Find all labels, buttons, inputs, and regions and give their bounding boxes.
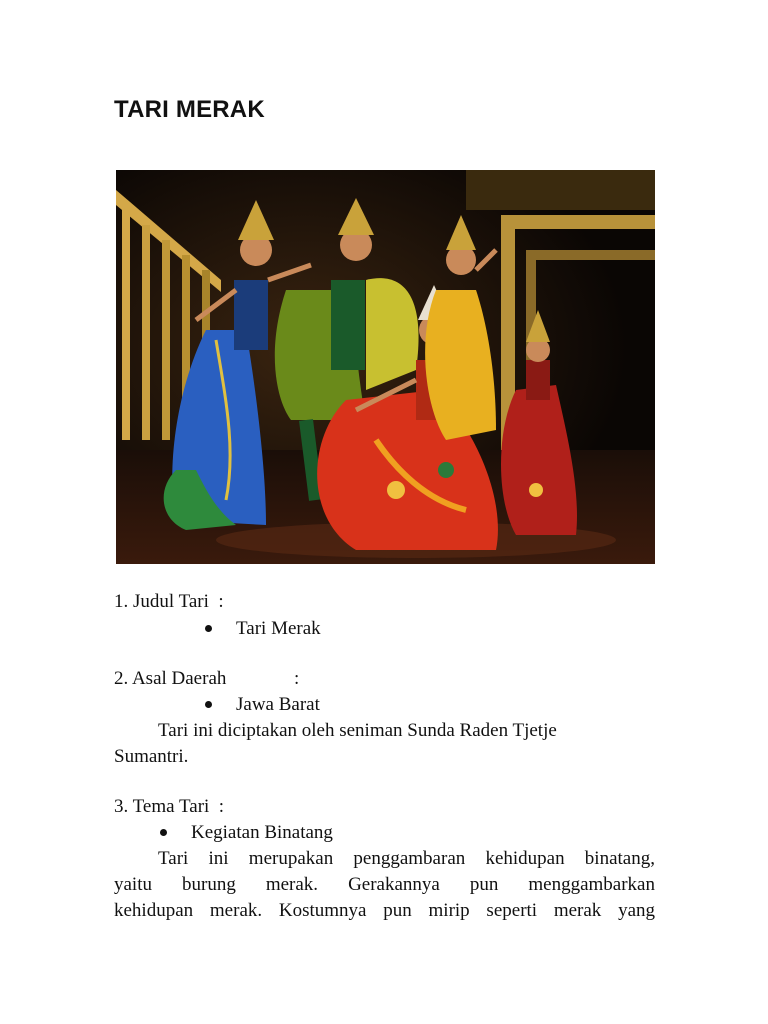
- section-2-body-line-1: Tari ini diciptakan oleh seniman Sunda Raden Tjetje: [158, 720, 557, 741]
- section-1-bullet-text: Tari Merak: [236, 618, 321, 639]
- section-2-body-line-2: Sumantri.: [114, 746, 189, 767]
- section-2-bullet: [236, 692, 320, 718]
- dance-photo: [116, 170, 655, 564]
- bullet-icon: [205, 701, 212, 708]
- bullet-icon: [160, 829, 167, 836]
- section-2-bullet-text: Jawa Barat: [236, 694, 320, 715]
- section-2-heading: 2. Asal Daerah: [114, 668, 227, 689]
- section-3-body-line-2: yaitu burung merak. Gerakannya pun menggambarkan: [114, 874, 655, 895]
- document-title: TARI MERAK: [114, 96, 265, 123]
- bullet-icon: [205, 625, 212, 632]
- section-3-bullet-text: Kegiatan Binatang: [191, 822, 333, 843]
- section-1-heading: 1. Judul Tari :: [114, 591, 224, 612]
- section-3-bullet: [191, 820, 333, 846]
- section-3-body-line-1: Tari ini merupakan penggambaran kehidupan binatang,: [158, 848, 655, 869]
- section-3-heading: 3. Tema Tari :: [114, 796, 225, 817]
- section-2-heading-colon: :: [294, 668, 300, 689]
- section-3-body-line-3: kehidupan merak. Kostumnya pun mirip seperti merak yang: [114, 900, 655, 921]
- section-1-bullet: [236, 616, 321, 642]
- section-3-body: [114, 846, 655, 924]
